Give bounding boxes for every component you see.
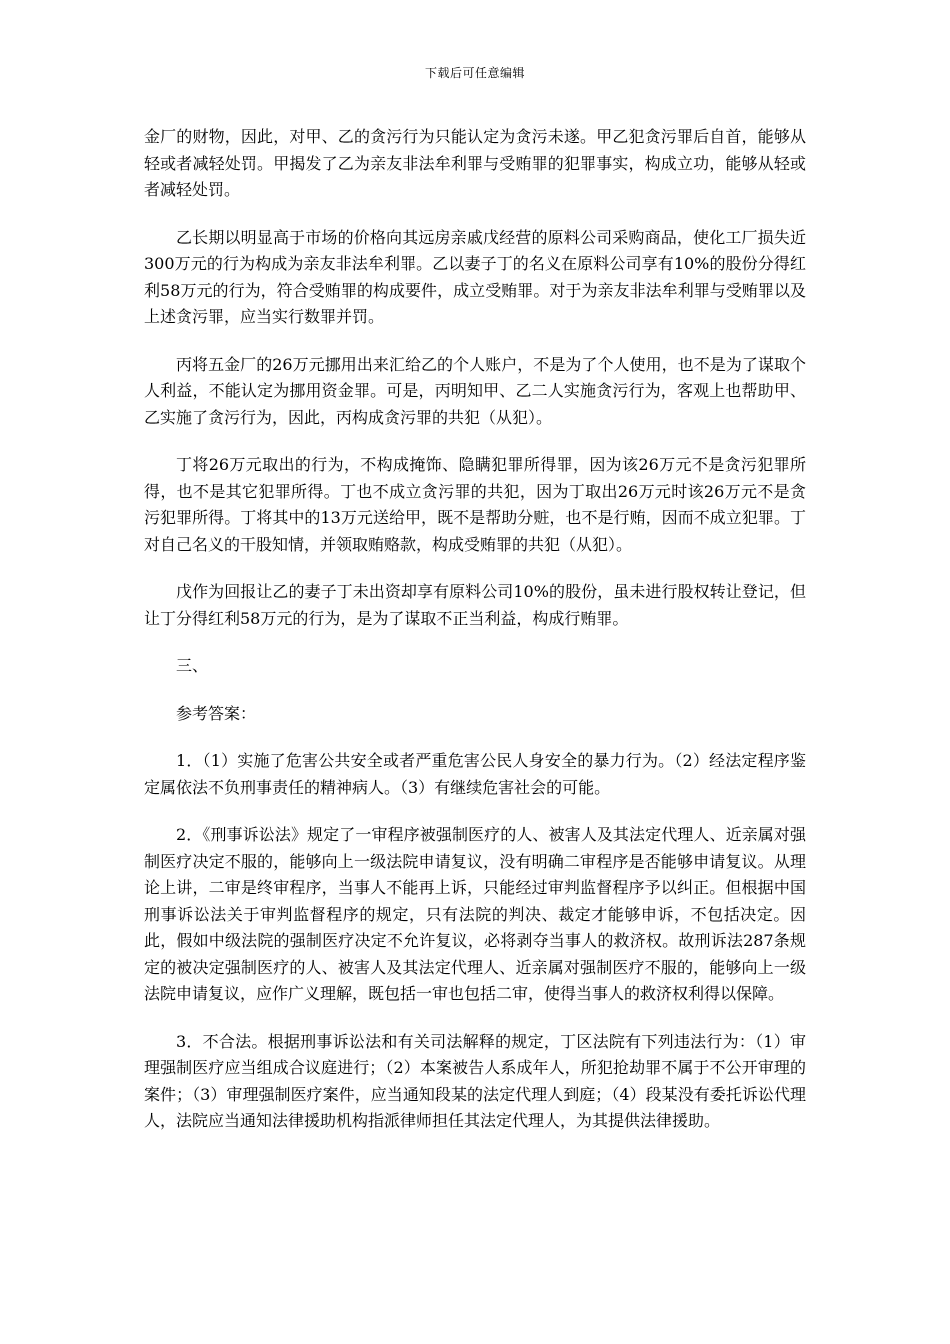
paragraph-yi-analysis: 乙长期以明显高于市场的价格向其远房亲戚戊经营的原料公司采购商品，使化工厂损失近300万元的行为构成为亲友非法牟利罪。乙以妻子丁的名义在原料公司享有10%的股份分得红利58万元的行为，符合受贿罪的构成要件，成立受贿罪。对于为亲友非法牟利罪与受贿罪以及上述贪污罪，应当实行数罪并罚。 [144,227,806,326]
answer-item-1: 1．（1）实施了危害公共安全或者严重危害公民人身安全的暴力行为。（2）经法定程序鉴定属依法不负刑事责任的精神病人。（3）有继续危害社会的可能。 [144,751,806,797]
answer-item-3: 3．不合法。根据刑事诉讼法和有关司法解释的规定，丁区法院有下列违法行为：（1）审理强制医疗应当组成合议庭进行；（2）本案被告人系成年人，所犯抢劫罪不属于不公开审理的案件；（3）审理强制医疗案件，应当通知段某的法定代理人到庭；（4）段某没有委托诉讼代理人，法院应当通知法律援助机构指派律师担任其法定代理人，为其提供法律援助。 [144,1031,806,1130]
paragraph-wu-analysis: 戊作为回报让乙的妻子丁未出资却享有原料公司10%的股份，虽未进行股权转让登记，但让丁分得红利58万元的行为，是为了谋取不正当利益，构成行贿罪。 [144,582,806,628]
page-header: 下载后可任意编辑 [424,66,525,80]
answer-item-2: 2．《刑事诉讼法》规定了一审程序被强制医疗的人、被害人及其法定代理人、近亲属对强制医疗决定不服的，能够向上一级法院申请复议，没有明确二审程序是否能够申请复议。从理论上讲，二审是终审程序，当事人不能再上诉，只能经过审判监督程序予以纠正。但根据中国刑事诉讼法关于审判监督程序的规定，只有法院的判决、裁定才能够申诉，不包括决定。因此，假如中级法院的强制医疗决定不允许复议，必将剥夺当事人的救济权。故刑诉法287条规定的被决定强制医疗的人、被害人及其法定代理人、近亲属对强制医疗不服的，能够向上一级法院申请复议，应作广义理解，既包括一审也包括二审，使得当事人的救济权利得以保障。 [144,825,806,1003]
paragraph-ding-analysis: 丁将26万元取出的行为，不构成掩饰、隐瞒犯罪所得罪，因为该26万元不是贪污犯罪所得，也不是其它犯罪所得。丁也不成立贪污罪的共犯，因为丁取出26万元时该26万元不是贪污犯罪所得。丁将其中的13万元送给甲，既不是帮助分赃，也不是行贿，因而不成立犯罪。丁对自己名义的干股知情，并领取贿赂款，构成受贿罪的共犯（从犯）。 [144,455,806,554]
paragraph-continuation: 金厂的财物，因此，对甲、乙的贪污行为只能认定为贪污未遂。甲乙犯贪污罪后自首，能够从轻或者减轻处罚。甲揭发了乙为亲友非法牟利罪与受贿罪的犯罪事实，构成立功，能够从轻或者减轻处罚。 [144,127,806,199]
section-heading-three: 三、 [176,656,209,675]
paragraph-bing-analysis: 丙将五金厂的26万元挪用出来汇给乙的个人账户，不是为了个人使用，也不是为了谋取个人利益，不能认定为挪用资金罪。可是，丙明知甲、乙二人实施贪污行为，客观上也帮助甲、乙实施了贪污行为，因此，丙构成贪污罪的共犯（从犯）。 [144,354,806,427]
reference-answer-heading: 参考答案： [176,703,257,723]
document-body [144,124,806,1156]
